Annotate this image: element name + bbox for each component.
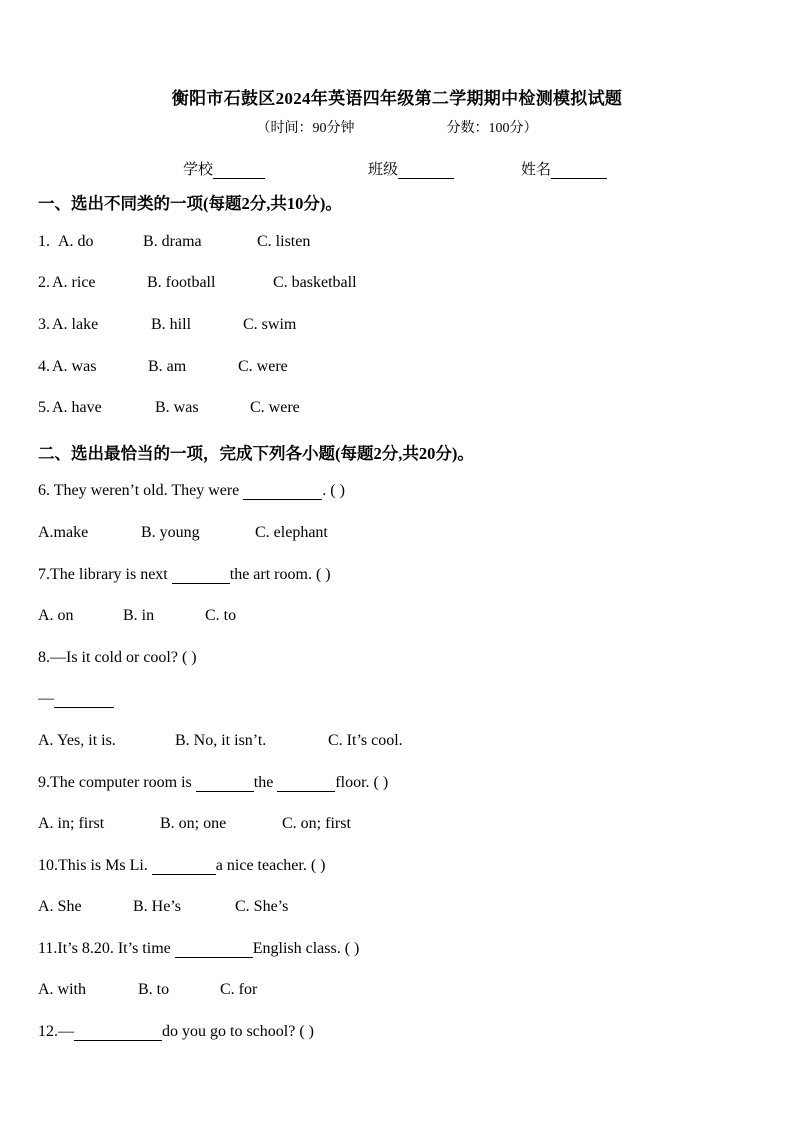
score-info: 分数：100分） <box>446 121 538 136</box>
question-number: 3. <box>38 316 50 333</box>
question-text-end: a nice teacher. ( ) <box>215 857 326 874</box>
answer-blank-2[interactable] <box>277 775 335 792</box>
option-a[interactable]: A. do <box>58 233 94 250</box>
option-c[interactable]: C. basketball <box>273 274 357 291</box>
question-text-end: English class. ( ) <box>252 940 360 957</box>
question-9 <box>38 774 388 792</box>
option-b[interactable]: B. football <box>147 274 216 291</box>
question-text-end: do you go to school? ( ) <box>162 1023 314 1040</box>
answer-blank[interactable] <box>243 483 322 500</box>
q9-option-c[interactable]: C. on; first <box>282 815 351 832</box>
question-10 <box>38 857 326 875</box>
option-c[interactable]: C. were <box>250 399 300 416</box>
question-number: 4. <box>38 358 50 375</box>
q11-option-c[interactable]: C. for <box>220 981 258 998</box>
question-8: 8.—Is it cold or cool? ( ) <box>38 649 197 666</box>
question-text-end: the art room. ( ) <box>229 566 331 583</box>
q8-option-b[interactable]: B. No, it isn’t. <box>175 732 267 749</box>
question-text-mid: the <box>253 774 278 791</box>
option-b[interactable]: B. hill <box>151 316 192 333</box>
q11-option-b[interactable]: B. to <box>138 981 170 998</box>
q9-option-b[interactable]: B. on; one <box>160 815 227 832</box>
option-c[interactable]: C. listen <box>257 233 311 250</box>
name-field <box>521 158 607 179</box>
question-12 <box>38 1023 314 1041</box>
q10-option-c[interactable]: C. She’s <box>235 898 289 915</box>
answer-blank-1[interactable] <box>196 775 254 792</box>
question-7 <box>38 566 331 584</box>
question-number: 2. <box>38 274 50 291</box>
q10-option-b[interactable]: B. He’s <box>133 898 181 915</box>
question-text-end: . ( ) <box>322 482 345 499</box>
dash: — <box>38 690 54 707</box>
option-b[interactable]: B. am <box>148 358 187 375</box>
q8-option-a[interactable]: A. Yes, it is. <box>38 732 116 749</box>
q11-option-a[interactable]: A. with <box>38 981 86 998</box>
option-b[interactable]: B. was <box>155 399 199 416</box>
option-a[interactable]: A. rice <box>52 274 96 291</box>
school-field <box>183 158 265 179</box>
q9-option-a[interactable]: A. in; first <box>38 815 105 832</box>
question-text: 9.The computer room is <box>38 774 196 791</box>
class-field <box>368 158 454 179</box>
name-label: 姓名 <box>521 162 552 178</box>
option-c[interactable]: C. were <box>238 358 288 375</box>
answer-blank[interactable] <box>54 691 114 708</box>
q8-answer-line <box>38 690 114 708</box>
q8-option-c[interactable]: C. It’s cool. <box>328 732 403 749</box>
question-text: 7.The library is next <box>38 566 172 583</box>
section-2-heading: 二、选出最恰当的一项，完成下列各小题(每题2分,共20分)。 <box>38 444 474 463</box>
page-title: 衡阳市石鼓区2024年英语四年级第二学期期中检测模拟试题 <box>171 89 623 108</box>
answer-blank[interactable] <box>172 567 230 584</box>
section-1-heading: 一、选出不同类的一项(每题2分,共10分)。 <box>38 194 342 213</box>
q6-option-a[interactable]: A.make <box>38 524 89 541</box>
answer-blank[interactable] <box>74 1024 162 1041</box>
question-text: 11.It’s 8.20. It’s time <box>38 940 175 957</box>
time-info: （时间：90分钟 <box>256 121 355 136</box>
option-b[interactable]: B. drama <box>143 233 202 250</box>
school-blank[interactable] <box>213 163 265 179</box>
question-number: 1. <box>38 233 50 250</box>
q7-option-a[interactable]: A. on <box>38 607 74 624</box>
answer-blank[interactable] <box>152 858 216 875</box>
class-blank[interactable] <box>398 163 454 179</box>
school-label: 学校 <box>183 162 214 178</box>
question-text: 6. They weren’t old. They were <box>38 482 244 499</box>
q6-option-b[interactable]: B. young <box>141 524 200 541</box>
question-text: 12.— <box>38 1023 74 1040</box>
option-a[interactable]: A. was <box>52 358 97 375</box>
exam-meta <box>0 117 794 137</box>
question-11 <box>38 940 359 958</box>
question-text-end: floor. ( ) <box>335 774 389 791</box>
name-blank[interactable] <box>551 163 607 179</box>
q7-option-b[interactable]: B. in <box>123 607 155 624</box>
q7-option-c[interactable]: C. to <box>205 607 237 624</box>
option-a[interactable]: A. have <box>52 399 102 416</box>
q6-option-c[interactable]: C. elephant <box>255 524 328 541</box>
q10-option-a[interactable]: A. She <box>38 898 82 915</box>
class-label: 班级 <box>368 162 399 178</box>
answer-blank[interactable] <box>175 941 253 958</box>
question-text: 10.This is Ms Li. <box>38 857 152 874</box>
option-a[interactable]: A. lake <box>52 316 99 333</box>
question-6 <box>38 482 345 500</box>
option-c[interactable]: C. swim <box>243 316 297 333</box>
question-number: 5. <box>38 399 50 416</box>
